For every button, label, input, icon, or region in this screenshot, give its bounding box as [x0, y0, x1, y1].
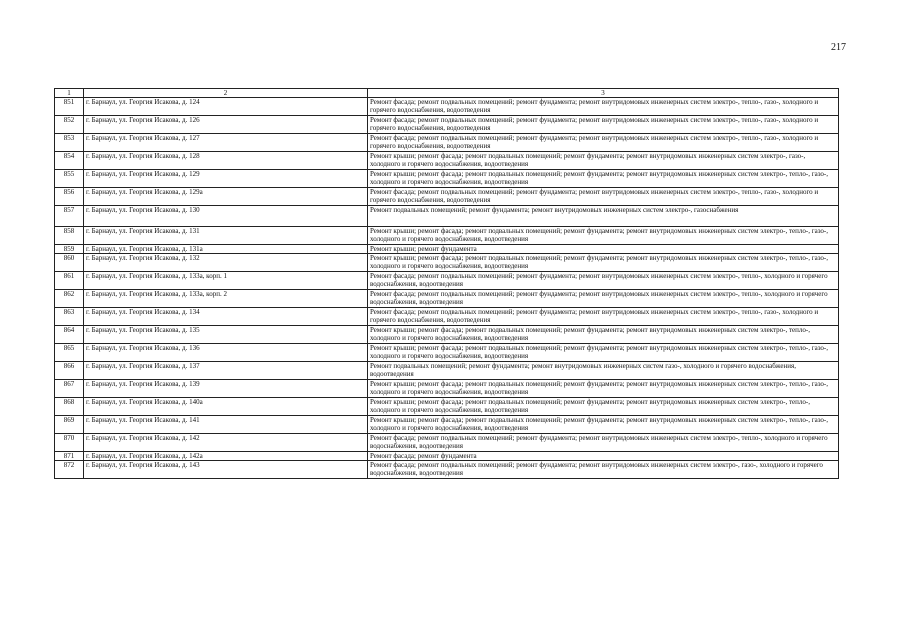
table-row — [55, 416, 839, 434]
row-address: г. Барнаул, ул. Георгия Исакова, д. 129 — [84, 170, 368, 188]
row-works: Ремонт фасада; ремонт подвальных помещений; ремонт фундамента; ремонт внутридомовых инженерных систем электро-, тепло-, газо-, холодного и горячего водоснабжения, водоотведения — [368, 134, 839, 152]
row-address: г. Барнаул, ул. Георгия Исакова, д. 128 — [84, 152, 368, 170]
row-address: г. Барнаул, ул. Георгия Исакова, д. 137 — [84, 362, 368, 380]
row-works: Ремонт фасада; ремонт подвальных помещений; ремонт фундамента; ремонт внутридомовых инженерных систем электро-, тепло-, газо-, холодного и горячего водоснабжения, водоотведения — [368, 116, 839, 134]
row-works: Ремонт крыши; ремонт фасада; ремонт подвальных помещений; ремонт фундамента; ремонт внутридомовых инженерных систем электро-, тепло-, газо-, холодного и горячего водоснабжения, водоотведения — [368, 227, 839, 245]
row-number: 866 — [55, 362, 84, 380]
row-address: г. Барнаул, ул. Георгия Исакова, д. 134 — [84, 308, 368, 326]
row-number: 867 — [55, 380, 84, 398]
row-number: 868 — [55, 398, 84, 416]
header-col-1: 1 — [55, 89, 84, 98]
row-number: 869 — [55, 416, 84, 434]
row-number: 857 — [55, 206, 84, 227]
repair-works-table — [54, 88, 839, 479]
table-row — [55, 206, 839, 227]
row-address: г. Барнаул, ул. Георгия Исакова, д. 140а — [84, 398, 368, 416]
row-works: Ремонт фасада; ремонт фундамента — [368, 452, 839, 461]
table-row — [55, 227, 839, 245]
table-row — [55, 452, 839, 461]
row-works: Ремонт подвальных помещений; ремонт фундамента; ремонт внутридомовых инженерных систем электро-, газоснабжения — [368, 206, 839, 227]
row-address: г. Барнаул, ул. Георгия Исакова, д. 139 — [84, 380, 368, 398]
row-address: г. Барнаул, ул. Георгия Исакова, д. 132 — [84, 254, 368, 272]
row-address: г. Барнаул, ул. Георгия Исакова, д. 126 — [84, 116, 368, 134]
row-number: 854 — [55, 152, 84, 170]
table-header-row — [55, 89, 839, 98]
row-works: Ремонт фасада; ремонт подвальных помещений; ремонт фундамента; ремонт внутридомовых инженерных систем электро-, тепло-, холодного и горячего водоснабжения, водоотведения — [368, 434, 839, 452]
page-number: 217 — [831, 42, 846, 53]
table-row — [55, 308, 839, 326]
row-number: 863 — [55, 308, 84, 326]
row-number: 852 — [55, 116, 84, 134]
table-row — [55, 152, 839, 170]
row-works: Ремонт крыши; ремонт фасада; ремонт подвальных помещений; ремонт фундамента; ремонт внутридомовых инженерных систем электро-, тепло-, газо-, холодного и горячего водоснабжения, водоотведения — [368, 170, 839, 188]
table-row — [55, 461, 839, 479]
row-address: г. Барнаул, ул. Георгия Исакова, д. 141 — [84, 416, 368, 434]
table-row — [55, 188, 839, 206]
row-works: Ремонт крыши; ремонт фундамента — [368, 245, 839, 254]
table-row — [55, 254, 839, 272]
row-number: 858 — [55, 227, 84, 245]
table-row — [55, 326, 839, 344]
row-works: Ремонт фасада; ремонт подвальных помещений; ремонт фундамента; ремонт внутридомовых инженерных систем электро-, тепло-, газо-, холодного и горячего водоснабжения, водоотведения — [368, 188, 839, 206]
row-address: г. Барнаул, ул. Георгия Исакова, д. 142а — [84, 452, 368, 461]
table-row — [55, 134, 839, 152]
row-number: 862 — [55, 290, 84, 308]
row-works: Ремонт фасада; ремонт подвальных помещений; ремонт фундамента; ремонт внутридомовых инженерных систем электро-, газо-, холодного и горячего водоснабжения, водоотведения — [368, 461, 839, 479]
row-address: г. Барнаул, ул. Георгия Исакова, д. 133а, корп. 1 — [84, 272, 368, 290]
row-address: г. Барнаул, ул. Георгия Исакова, д. 130 — [84, 206, 368, 227]
row-address: г. Барнаул, ул. Георгия Исакова, д. 142 — [84, 434, 368, 452]
table-row — [55, 362, 839, 380]
header-col-2: 2 — [84, 89, 368, 98]
row-address: г. Барнаул, ул. Георгия Исакова, д. 133а, корп. 2 — [84, 290, 368, 308]
row-works: Ремонт фасада; ремонт подвальных помещений; ремонт фундамента; ремонт внутридомовых инженерных систем электро-, тепло-, холодного и горячего водоснабжения, водоотведения — [368, 290, 839, 308]
table-row — [55, 434, 839, 452]
row-address: г. Барнаул, ул. Георгия Исакова, д. 143 — [84, 461, 368, 479]
row-works: Ремонт подвальных помещений; ремонт фундамента; ремонт внутридомовых инженерных систем газо-, холодного и горячего водоснабжения, водоотведения — [368, 362, 839, 380]
row-works: Ремонт крыши; ремонт фасада; ремонт подвальных помещений; ремонт фундамента; ремонт внутридомовых инженерных систем электро-, тепло-, газо-, холодного и горячего водоснабжения, водоотведения — [368, 254, 839, 272]
row-works: Ремонт крыши; ремонт фасада; ремонт подвальных помещений; ремонт фундамента; ремонт внутридомовых инженерных систем электро-, тепло-, газо-, холодного и горячего водоснабжения, водоотведения — [368, 380, 839, 398]
row-number: 870 — [55, 434, 84, 452]
row-works: Ремонт фасада; ремонт подвальных помещений; ремонт фундамента; ремонт внутридомовых инженерных систем электро-, тепло-, газо-, холодного и горячего водоснабжения, водоотведения — [368, 308, 839, 326]
row-number: 859 — [55, 245, 84, 254]
row-address: г. Барнаул, ул. Георгия Исакова, д. 127 — [84, 134, 368, 152]
table-row — [55, 380, 839, 398]
row-works: Ремонт крыши; ремонт фасада; ремонт подвальных помещений; ремонт фундамента; ремонт внутридомовых инженерных систем электро-, газо-, холодного и горячего водоснабжения, водоотведения — [368, 152, 839, 170]
table-row — [55, 245, 839, 254]
table-row — [55, 344, 839, 362]
table-row — [55, 290, 839, 308]
row-address: г. Барнаул, ул. Георгия Исакова, д. 135 — [84, 326, 368, 344]
row-works: Ремонт фасада; ремонт подвальных помещений; ремонт фундамента; ремонт внутридомовых инженерных систем электро-, тепло-, газо-, холодного и горячего водоснабжения, водоотведения — [368, 98, 839, 116]
row-number: 855 — [55, 170, 84, 188]
row-address: г. Барнаул, ул. Георгия Исакова, д. 129а — [84, 188, 368, 206]
row-works: Ремонт крыши; ремонт фасада; ремонт подвальных помещений; ремонт фундамента; ремонт внутридомовых инженерных систем электро-, тепло-, газо-, холодного и горячего водоснабжения, водоотведения — [368, 344, 839, 362]
row-works: Ремонт крыши; ремонт фасада; ремонт подвальных помещений; ремонт фундамента; ремонт внутридомовых инженерных систем электро-, тепло-, холодного и горячего водоснабжения, водоотведения — [368, 326, 839, 344]
row-number: 872 — [55, 461, 84, 479]
row-number: 865 — [55, 344, 84, 362]
row-number: 851 — [55, 98, 84, 116]
table-row — [55, 116, 839, 134]
table-row — [55, 170, 839, 188]
row-number: 856 — [55, 188, 84, 206]
table-row — [55, 398, 839, 416]
row-address: г. Барнаул, ул. Георгия Исакова, д. 124 — [84, 98, 368, 116]
row-works: Ремонт крыши; ремонт фасада; ремонт подвальных помещений; ремонт фундамента; ремонт внутридомовых инженерных систем электро-, тепло-, холодного и горячего водоснабжения, водоотведения — [368, 398, 839, 416]
row-address: г. Барнаул, ул. Георгия Исакова, д. 131 — [84, 227, 368, 245]
row-number: 860 — [55, 254, 84, 272]
row-number: 871 — [55, 452, 84, 461]
row-number: 853 — [55, 134, 84, 152]
table-row — [55, 272, 839, 290]
row-number: 864 — [55, 326, 84, 344]
row-works: Ремонт фасада; ремонт подвальных помещений; ремонт фундамента; ремонт внутридомовых инженерных систем электро-, тепло-, холодного и горячего водоснабжения, водоотведения — [368, 272, 839, 290]
row-address: г. Барнаул, ул. Георгия Исакова, д. 131а — [84, 245, 368, 254]
row-number: 861 — [55, 272, 84, 290]
table-row — [55, 98, 839, 116]
header-col-3: 3 — [368, 89, 839, 98]
row-works: Ремонт крыши; ремонт фасада; ремонт подвальных помещений; ремонт фундамента; ремонт внутридомовых инженерных систем электро-, тепло-, газо-, холодного и горячего водоснабжения, водоотведения — [368, 416, 839, 434]
row-address: г. Барнаул, ул. Георгия Исакова, д. 136 — [84, 344, 368, 362]
